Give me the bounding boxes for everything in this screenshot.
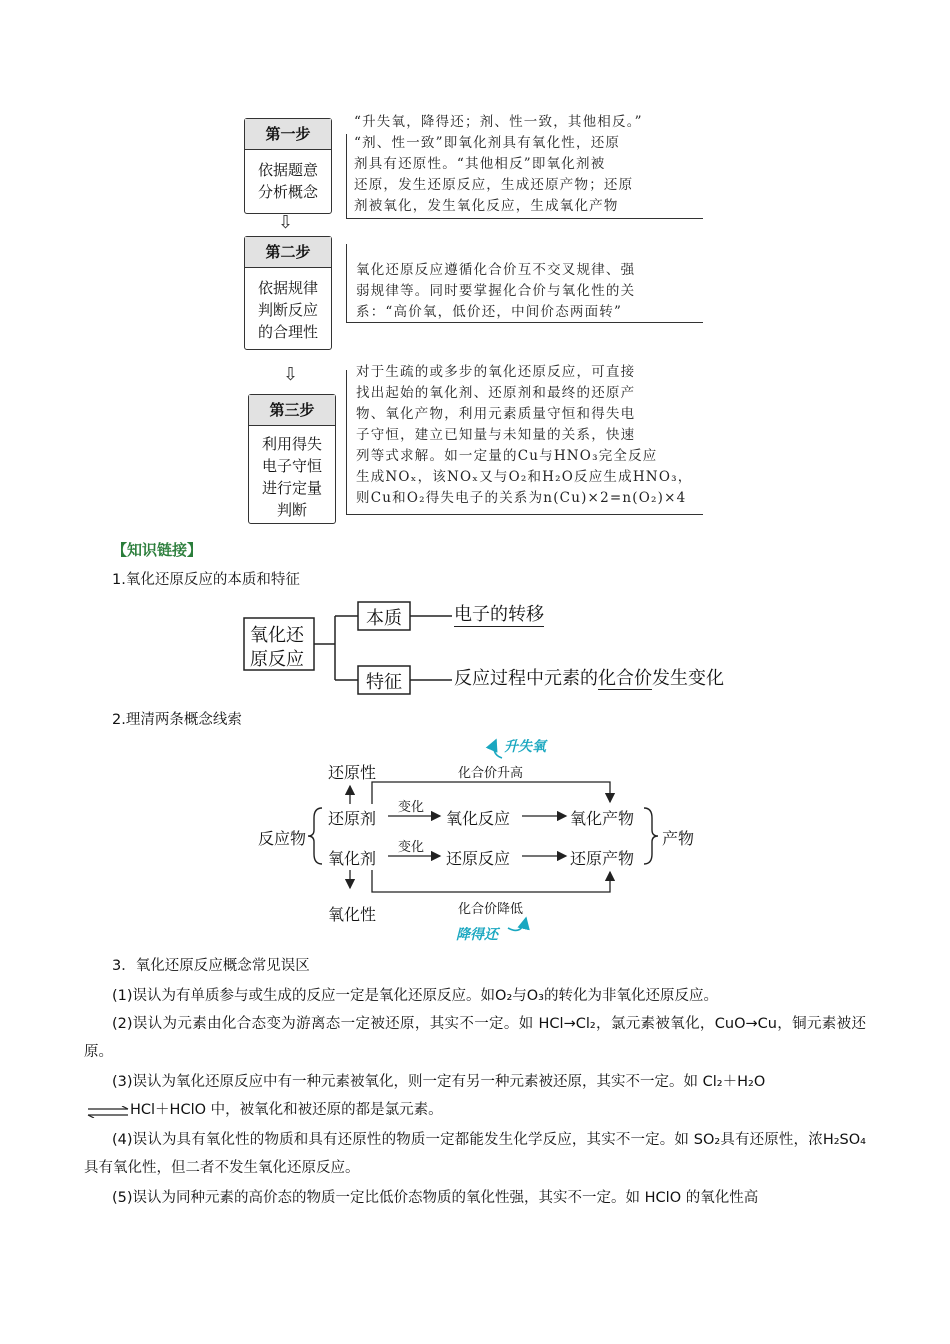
step2-desc-line: 系：“高价氧，低价还，中间价态两面转” <box>356 304 623 320</box>
reducer-label: 还原剂 <box>328 809 377 828</box>
step3-description <box>356 362 716 509</box>
reduction-reaction-label: 还原反应 <box>446 849 511 868</box>
misconception-4: (4)误认为具有氧化性的物质和具有还原性的物质一定都能发生化学反应，其实不一定。如 SO₂具有还原性，浓H₂SO₄具有氧化性，但二者不发生氧化还原反应。 <box>84 1132 866 1176</box>
step2-body-line: 依据规律 <box>257 279 318 297</box>
step3-title: 第三步 <box>249 395 335 426</box>
step3-desc-line: 对于生疏的或多步的氧化还原反应，可直接 <box>356 364 636 380</box>
misconception-3b: HCl＋HClO 中，被氧化和被还原的都是氯元素。 <box>130 1102 443 1118</box>
mnemonic-up-label: 升失氧 <box>504 739 546 755</box>
misconception-2: (2)误认为元素由化合态变为游离态一定被还原，其实不一定。如 HCl→Cl₂，氯元素被氧化，CuO→Cu，铜元素被还原。 <box>84 1016 866 1060</box>
step2-desc-line: 氧化还原反应遵循化合价互不交叉规律、强 <box>356 262 636 278</box>
redox-center-label <box>250 624 304 672</box>
step2-body-line: 判断反应 <box>257 301 318 319</box>
step1-description <box>354 112 714 217</box>
misconception-5: (5)误认为同种元素的高价态的物质一定比低价态物质的氧化性强，其实不一定。如 HClO 的氧化性高 <box>112 1190 759 1206</box>
oxidizer-label: 氧化剂 <box>328 849 377 868</box>
reducibility-label: 还原性 <box>328 763 377 782</box>
mnemonic-down-label: 降得还 <box>456 927 498 943</box>
step2-box <box>244 236 332 350</box>
step1-desc-line: 剂被氧化，发生氧化反应，生成氧化产物 <box>354 198 619 214</box>
step2-title: 第二步 <box>245 237 331 268</box>
product-label: 产物 <box>662 829 695 848</box>
item3-heading: 3．氧化还原反应概念常见误区 <box>112 958 310 974</box>
step3-box <box>248 394 336 524</box>
misconception-3a: (3)误认为氧化还原反应中有一种元素被氧化，则一定有另一种元素被还原，其实不一定。如 Cl₂＋H₂O <box>112 1074 766 1090</box>
oxidation-reaction-label: 氧化反应 <box>446 809 511 828</box>
redox-center-line: 氧化还 <box>250 625 304 646</box>
feature-text-post: 发生变化 <box>652 668 724 689</box>
change-top-label: 变化 <box>398 800 425 815</box>
step2-body-line: 的合理性 <box>257 323 318 341</box>
step2-desc-line: 弱规律等。同时要掌握化合价与氧化性的关 <box>356 283 636 299</box>
essence-box-label: 本质 <box>366 608 402 629</box>
step1-body <box>245 159 331 203</box>
item2-heading: 2.理清两条概念线索 <box>112 712 242 728</box>
down-arrow-icon: ⇩ <box>278 212 294 233</box>
item1-heading: 1.氧化还原反应的本质和特征 <box>112 572 300 588</box>
redox-center-line: 原反应 <box>250 649 304 670</box>
equilibrium-arrow-icon <box>86 1103 130 1115</box>
down-arrow-icon: ⇩ <box>283 364 299 385</box>
feature-text-pre: 反应过程中元素的 <box>454 668 598 689</box>
step1-body-line: 依据题意 <box>257 161 318 179</box>
step3-desc-line: 子守恒，建立已知量与未知量的关系，快速 <box>356 427 636 443</box>
step1-desc-line: 还原，发生还原反应，生成还原产物；还原 <box>354 177 634 193</box>
step3-body-line: 电子守恒 <box>261 457 322 475</box>
feature-text <box>454 668 724 690</box>
step1-box <box>244 118 332 214</box>
step1-body-line: 分析概念 <box>257 183 318 201</box>
step3-body-line: 进行定量 <box>261 479 322 497</box>
step3-desc-line: 找出起始的氧化剂、还原剂和最终的还原产 <box>356 385 636 401</box>
step1-desc-line: “剂、性一致”即氧化剂具有氧化性，还原 <box>354 135 621 151</box>
step3-desc-line: 则Cu和O₂得失电子的关系为n(Cu)×2=n(O₂)×4 <box>356 490 687 506</box>
step3-body-line: 判断 <box>276 501 307 519</box>
step1-desc-line: “升失氧，降得还；剂、性一致，其他相反。” <box>354 114 643 130</box>
oxidation-product-label: 氧化产物 <box>570 809 635 828</box>
reactant-label: 反应物 <box>258 829 307 848</box>
feature-box-label: 特征 <box>366 672 402 693</box>
oxidizability-label: 氧化性 <box>328 905 377 924</box>
feature-text-underlined: 化合价 <box>598 668 652 689</box>
reduction-product-label: 还原产物 <box>570 849 635 868</box>
step2-description <box>356 260 716 323</box>
change-bottom-label: 变化 <box>398 840 425 855</box>
step3-body-line: 利用得失 <box>261 435 322 453</box>
step1-title: 第一步 <box>245 119 331 150</box>
step3-desc-line: 物、氧化产物，利用元素质量守恒和得失电 <box>356 406 636 422</box>
essence-text: 电子的转移 <box>454 604 544 625</box>
step3-desc-line: 列等式求解。如一定量的Cu与HNO₃完全反应 <box>356 448 658 464</box>
step1-desc-line: 剂具有还原性。“其他相反”即氧化剂被 <box>354 156 606 172</box>
knowledge-link-heading: 【知识链接】 <box>112 541 203 559</box>
step3-body <box>249 433 335 521</box>
valence-up-label: 化合价升高 <box>458 766 524 781</box>
step2-body <box>245 277 331 343</box>
valence-down-label: 化合价降低 <box>458 902 524 917</box>
misconception-1: (1)误认为有单质参与或生成的反应一定是氧化还原反应。如O₂与O₃的转化为非氧化还原反应。 <box>112 988 718 1004</box>
step3-desc-line: 生成NOₓ，该NOₓ又与O₂和H₂O反应生成HNO₃， <box>356 469 693 485</box>
